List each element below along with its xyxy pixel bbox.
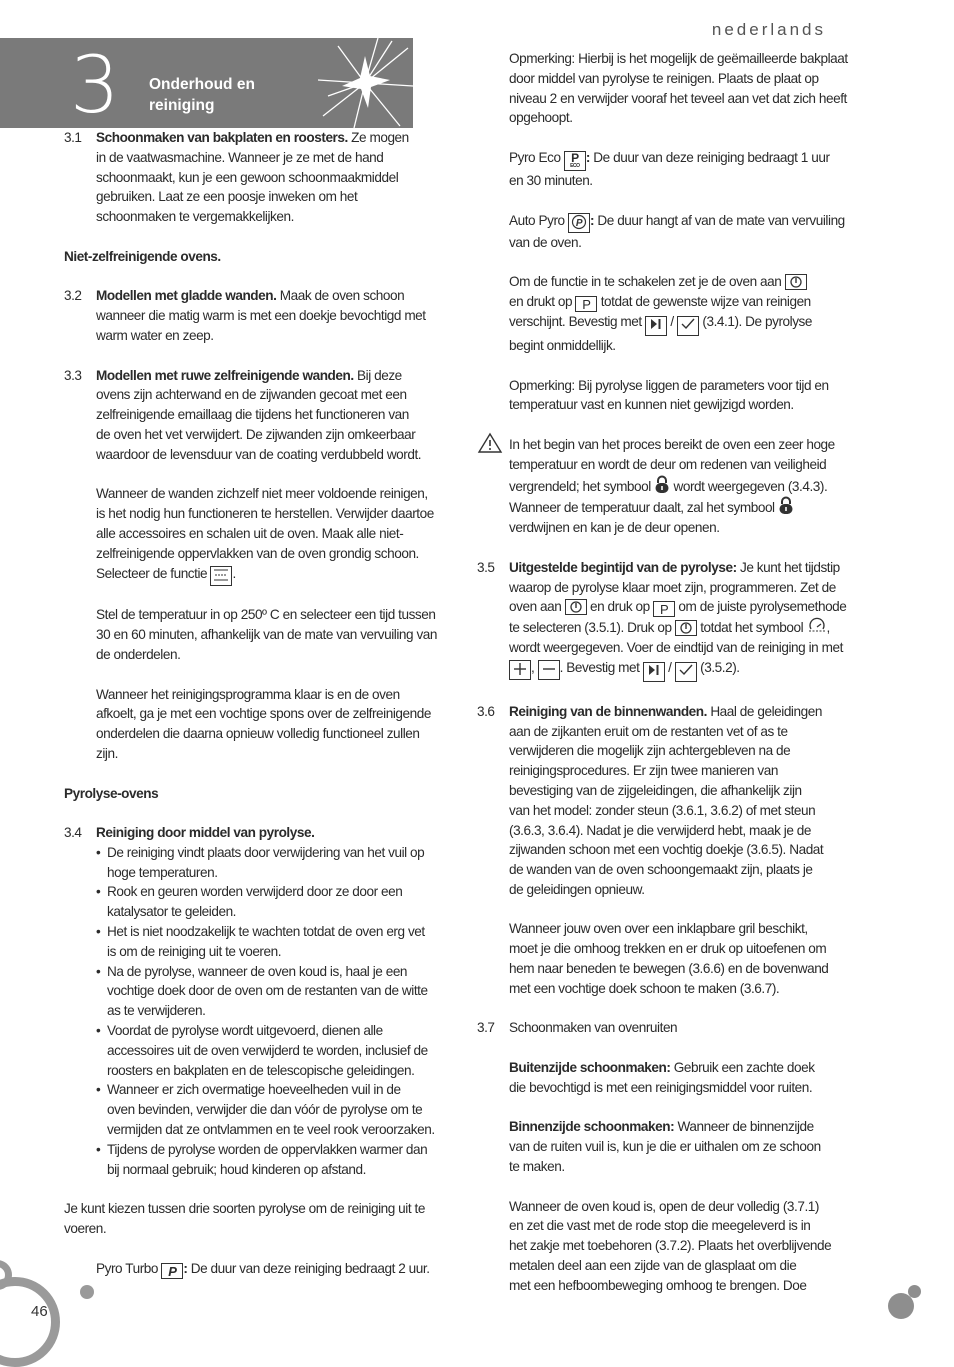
text-line: om de juiste pyrolysemethode [678,599,847,615]
lock-icon [778,496,794,515]
para-lead: Binnenzijde schoonmaken: [509,1119,675,1135]
text-line: en drukt op [509,293,573,309]
text-line: Wanneer er zich overmatige hoeveelheden vuil in de [107,1082,401,1098]
decor-dot [80,1285,94,1299]
chapter-title [149,74,255,116]
text-line: ovens zijn achterwand en de zijwanden gecoat met een [96,387,407,403]
text-line: zelfreinigende emaillaag die tijdens het functioneren van [96,407,409,423]
text-line: De duur van deze reiniging bedraagt 1 uur [593,149,830,165]
text-line: is om de reiniging uit te voeren. [107,943,282,959]
text-line: de geleidingen opnieuw. [509,881,645,897]
list-item [96,922,444,962]
text-line: verdwijnen en kan je de deur openen. [509,520,720,536]
plus-icon [509,660,531,680]
language-label: nederlands [711,20,826,39]
text-line: Je kunt kiezen tussen drie soorten pyrolyse om de reiniging uit te [64,1201,425,1217]
text-line: onderdelen die daarna opnieuw volledig functioneel zullen [96,726,420,742]
text-line: Maak de oven schoon [279,288,405,304]
text-line: . Bevestig met [559,659,640,675]
check-icon [675,662,697,682]
text-line: wanneer die matig warm is met een doekje bevochtigd met [96,308,426,324]
text-line: Bij deze [357,367,402,383]
slash: / [668,659,672,675]
section-3-4 [64,823,444,1179]
section-lead: Reiniging van de binnenwanden. [509,703,707,719]
section-3-1 [64,128,444,227]
page-number: 46 [31,1303,48,1320]
text-line: de oven het vet verwijdert. De zijwanden zijn omkeerbaar [96,426,416,442]
text-line: vochtige doek door de oven om de restanten van de witte [107,983,428,999]
note-lead: Opmerking: [509,51,575,66]
text-line: (3.5.2). [700,659,740,675]
list-item [96,843,444,883]
text-line: metalen deel aan een zijde van de glasplaat om die [509,1258,797,1274]
enable-function-para [509,272,857,356]
text-line: Stel de temperatuur in op 250º C en selecteer een tijd tussen [96,607,436,623]
section-lead: Modellen met ruwe zelfreinigende wanden. [96,367,354,383]
section-3-6 [477,702,857,999]
paragraph [96,685,444,764]
text-line: accessoires uit de oven verwijderd te worden, inclusief de [107,1042,428,1058]
text-line: Wanneer het reinigingsprogramma klaar is en de oven [96,686,400,702]
section-lead: Schoonmaken van ovenruiten [509,1020,678,1036]
note-lead: Opmerking: [509,377,575,393]
auto-pyro-label: Auto Pyro [509,212,565,228]
chapter-banner [0,38,413,131]
pyro-turbo-icon: P [161,1263,183,1279]
text-line: en 30 minuten. [509,172,593,188]
text-line: is het nodig hun functioneren te herstellen. Verwijder daartoe [96,506,434,522]
text-line: gebruiken. Laat ze een poosje inweken om het [96,189,358,205]
section-3-5 [477,558,857,682]
bullet-mark: • [96,963,101,979]
text-line: (3.6.3, 3.6.4). Nadat je die verwijderd hebt, maak je de [509,822,811,838]
text-line: roosters en bakplaten en de telescopische geleidingen. [107,1062,415,1078]
text-line: Selecteer de functie [96,565,208,581]
text-line: oven aan [509,599,562,615]
slash: / [670,313,674,329]
power-icon [565,599,587,615]
section-number: 3.3 [64,367,82,383]
text-line: , [531,659,535,675]
section-lead: Reiniging door middel van pyrolyse. [96,825,315,841]
left-column [64,128,444,1279]
chapter-title-line2: reiniging [149,97,215,114]
text-line: warm water en zeep. [96,327,214,343]
list-item [96,882,444,922]
text-line: schoonmaken te vergemakkelijken. [96,209,294,225]
text-line: niveau 2 en verwijder vooraf het teveel aan vet dat zich heeft [509,90,847,106]
text-line: de onderdelen. [96,646,181,662]
text-line: de wanden van de oven schoongemaakt zijn, plaats je [509,862,813,878]
text-line: te maken. [509,1159,565,1175]
text-line: Je kunt het tijdstip [739,559,840,575]
text-line: in de vaatwasmachine. Wanneer je ze met de hand [96,149,384,165]
outer-side-para [509,1058,857,1098]
text-line: voeren. [64,1221,107,1237]
text-line: met een hefboombeweging omhoog te brengen. Doe [509,1277,807,1293]
text-line: afkoelt, ga je met een vochtige spons over de zelfreinigende [96,706,431,722]
text-line: van de oven. [509,234,582,250]
lock-icon [654,475,670,494]
text-line: . [232,565,236,581]
section-lead: Uitgestelde begintijd van de pyrolyse: [509,559,737,575]
text-line: wordt weergegeven. Voer de eindtijd van de reiniging in met [509,640,843,656]
text-line: Hierbij is het mogelijk de geëmailleerde bakplaat [578,51,848,66]
text-line: Om de functie in te schakelen zet je de oven aan [509,274,782,290]
auto-pyro-para [509,211,857,253]
text-line: bij normaal gebruik; houd kinderen op afstand. [107,1161,366,1177]
pyro-eco-icon: P ECO [564,151,586,171]
text-line: begint onmiddellijk. [509,337,616,353]
list-item [96,1021,444,1080]
colon: : [585,149,590,165]
list-item [96,962,444,1021]
text-line: hoge temperaturen. [107,864,218,880]
section-lead: Schoonmaken van bakplaten en roosters. [96,130,348,145]
list-item [96,1080,444,1139]
text-line: (3.4.1). De pyrolyse [702,313,813,329]
auto-pyro-icon [568,213,590,233]
bullet-mark: • [96,844,101,860]
text-line: De reiniging vindt plaats door verwijdering van het vuil op [107,844,425,860]
colon: : [183,1260,188,1276]
minus-icon [538,660,560,680]
text-line: te selecteren (3.5.1). Druk op [509,620,672,636]
text-line: temperatuur en wordt de deur om redenen van veiligheid [509,456,827,472]
section-number: 3.6 [477,703,495,719]
section-number: 3.2 [64,288,82,304]
bullet-mark: • [96,1023,101,1039]
text-line: Wanneer jouw oven over een inklapbare gril beschikt, [509,921,808,937]
inner-side-para [509,1117,857,1176]
text-line: het zakje met toebehoren (3.7.2). Plaats het overblijvende [509,1238,832,1254]
text-line: katalysator te geleiden. [107,904,237,920]
text-line: as te verwijderen. [107,1003,206,1019]
pyro-eco-label: Pyro Eco [509,149,561,165]
paragraph [509,1197,857,1296]
section-number: 3.4 [64,825,82,841]
heading-non-self-cleaning: Niet-zelfreinigende ovens. [64,248,221,264]
text-line: oven bevinden, verwijder die dan vóór de pyrolyse om te [107,1102,423,1118]
text-line: Bij pyrolyse liggen de parameters voor tijd en [578,377,829,393]
list-item [96,1140,444,1180]
text-line: temperatuur vast en kunnen niet gewijzigd worden. [509,397,794,413]
text-line: hem naar beneden te bewegen (3.6.6) en de bovenwand [509,961,829,977]
right-column [477,49,857,1296]
note-2 [509,376,857,416]
heading-pyrolysis-ovens: Pyrolyse-ovens [64,785,159,801]
section-3-7 [477,1018,857,1295]
text-line: bevestiging van de zijgeleidingen, die afhankelijk zijn [509,782,802,798]
text-line: en zet die vast met de rode stop die meegeleverd is in [509,1218,811,1234]
text-line: opgehoopt. [509,110,573,126]
pyro-turbo-label: Pyro Turbo [96,1260,158,1276]
bullet-mark: • [96,1141,101,1157]
text-line: Haal de geleidingen [710,703,822,719]
text-line: Ze mogen [351,130,409,145]
power-icon [675,620,697,636]
text-line: totdat het symbool [700,620,804,636]
para-lead: Buitenzijde schoonmaken: [509,1060,671,1076]
pyro-turbo-line [64,1259,444,1279]
pyro-eco-para [509,148,857,191]
section-number: 3.5 [477,559,495,575]
section-number: 3.7 [477,1020,495,1036]
cleaning-function-icon [210,566,232,586]
text-line: verschijnt. Bevestig met [509,313,642,329]
text-line: reinigingsprocedures. Er zijn twee manieren van [509,763,778,779]
text-line: Voordat de pyrolyse wordt uitgevoerd, dienen alle [107,1023,383,1039]
bullet-mark: • [96,884,101,900]
paragraph [509,919,857,998]
section-lead: Modellen met gladde wanden. [96,288,277,304]
text-line: zijwanden schoon met een vochtig doekje (3.6.5). Nadat [509,842,824,858]
text-line: Tijdens de pyrolyse worden de oppervlakken warmer dan [107,1141,428,1157]
text-line: die bevochtigd is met een reinigingsmiddel voor ruiten. [509,1079,813,1095]
text-line: van de ruiten vuil is, kun je die er uithalen om ze schoon [509,1139,821,1155]
check-icon [677,316,699,336]
chapter-number: 3 [70,41,120,131]
warning-triangle-icon [477,432,503,454]
timer-icon [807,617,827,635]
play-pause-icon [643,662,665,682]
text-line: door middel van pyrolyse te reinigen. Plaats de plaat op [509,70,819,86]
text-line: en druk op [590,599,650,615]
text-line: Rook en geuren worden verwijderd door ze door een [107,884,403,900]
paragraph [96,484,444,585]
text-line: 30 en 60 minuten, afhankelijk van de mate van vervuiling van [96,627,438,643]
sparkle-icon [318,38,413,128]
text-line: vermijden dat ze ontvlammen en te veel rook veroorzaken. [107,1122,435,1138]
paragraph [96,605,444,664]
text-line: wordt weergegeven (3.4.3). [673,478,828,494]
svg-text:P: P [575,217,583,229]
text-line: Wanneer de oven koud is, open de deur volledig (3.7.1) [509,1198,819,1214]
text-line: Wanneer de wanden zichzelf niet meer voldoende reinigen, [96,486,428,502]
bullet-list [96,843,444,1180]
text-line: , [826,620,830,636]
text-line: Wanneer de temperatuur daalt, zal het symbool [509,500,775,516]
text-line: moet je die omhoog trekken en er druk op uitoefenen om [509,941,827,957]
text-line: Het is niet noodzakelijk te wachten totdat de oven erg vet [107,924,425,940]
text-line: verwijderen die mogelijk zijn achtergebleven na de [509,743,791,759]
program-p-icon: P [653,601,675,617]
text-line: Wanneer de binnenzijde [677,1119,814,1135]
text-line: Na de pyrolyse, wanneer de oven koud is, haal je een [107,963,408,979]
text-line: schoonmaakt, kun je een gewoon schoonmaakmiddel [96,169,399,185]
text-line: waardoor de levensduur van de coating verdubbeld wordt. [96,446,422,462]
paragraph [64,1199,444,1239]
text-line: van het model: zonder steun (3.6.1, 3.6.2) of met steun [509,802,816,818]
program-p-icon: P [575,296,597,312]
section-number: 3.1 [64,130,82,145]
decor-dot [908,1285,921,1298]
text-line: waarop de pyrolyse klaar moet zijn, programmeren. Zet de [509,579,836,595]
note-1 [477,49,857,538]
power-icon [785,274,807,290]
chapter-title-line1: Onderhoud en [149,76,255,93]
text-line: vergrendeld; het symbool [509,478,651,494]
text-line: zijn. [96,745,118,761]
section-3-3 [64,366,444,764]
text-line: totdat de gewenste wijze van reinigen [600,293,811,309]
text-line: alle accessoires en schalen uit de oven. Maak alle niet- [96,525,404,541]
text-line: De duur van deze reiniging bedraagt 2 uur. [190,1260,430,1276]
text-line: met een vochtige doek schoon te maken (3.6.7). [509,980,780,996]
warning-para [509,435,857,538]
text-line: aan de zijkanten eruit om de restanten vet of as te [509,723,788,739]
bullet-mark: • [96,924,101,940]
bullet-mark: • [96,1082,101,1098]
text-line: zelfreinigende oppervlakken van de oven grondig schoon. [96,545,419,561]
colon: : [589,212,595,228]
text-line: De duur hangt af van de mate van vervuiling [597,212,845,228]
section-3-2 [64,286,444,345]
text-line: Gebruik een zachte doek [673,1060,815,1076]
text-line: In het begin van het proces bereikt de oven een zeer hoge [509,436,835,452]
play-pause-icon [645,316,667,336]
